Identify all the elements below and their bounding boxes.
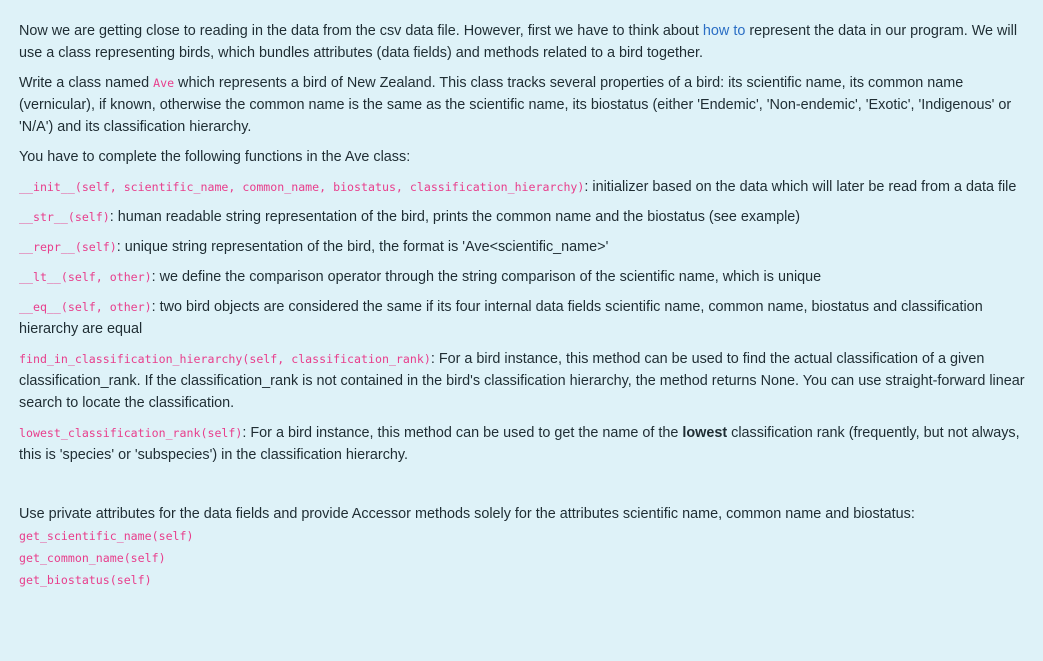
method-signature: __init__(self, scientific_name, common_name, biostatus, classification_hierarchy) xyxy=(19,180,585,194)
method-description: : human readable string representation of the bird, prints the common name and the biostatus (see example) xyxy=(109,209,801,225)
functions-intro: You have to complete the following functions in the Ave class: xyxy=(19,149,411,165)
method-find-in-hierarchy xyxy=(19,348,1025,414)
intro-text-before: Now we are getting close to reading in the data from the csv data file. However, first we have to think about xyxy=(19,23,703,39)
class-desc-after: which represents a bird of New Zealand. This class tracks several properties of a bird: its scientific name, its common name (vernicular), if known, otherwise the common name is the same as the scientific name, its biostatus (either 'Endemic', 'Non-endemic', 'Exotic', 'Indigenous' or 'N/A') and its classification hierarchy. xyxy=(19,75,1012,135)
lowest-bold: lowest xyxy=(682,425,728,441)
class-name-code: Ave xyxy=(153,76,175,90)
method-description: : unique string representation of the bird, the format is 'Ave<scientific_name>' xyxy=(116,239,609,255)
accessor-signature: get_scientific_name(self) xyxy=(19,529,194,543)
class-desc-before: Write a class named xyxy=(19,75,154,91)
accessor-signature: get_biostatus(self) xyxy=(19,573,152,587)
method-signature: lowest_classification_rank(self) xyxy=(19,426,243,440)
method-lowest-rank xyxy=(19,422,1025,466)
method-description-after: classification rank (frequently, but not always, this is 'species' or 'subspecies') in the classification hierarchy. xyxy=(19,425,1020,463)
accessor-common-name xyxy=(19,547,1025,569)
method-signature: __lt__(self, other) xyxy=(19,270,152,284)
method-description: : two bird objects are considered the same if its four internal data fields scientific name, common name, biostatus and classification hierarchy are equal xyxy=(19,299,983,337)
method-signature: __eq__(self, other) xyxy=(19,300,152,314)
intro-text-after: represent the data in our program. We will use a class representing birds, which bundles attributes (data fields) and methods related to a bird together. xyxy=(19,23,1018,61)
accessor-scientific-name xyxy=(19,525,1025,547)
method-str xyxy=(19,206,1025,228)
method-repr xyxy=(19,236,1025,258)
method-description: : we define the comparison operator through the string comparison of the scientific name, which is unique xyxy=(151,269,822,285)
accessor-intro: Use private attributes for the data fields and provide Accessor methods solely for the attributes scientific name, common name and biostatus: xyxy=(19,506,915,522)
method-lt xyxy=(19,266,1025,288)
accessor-signature: get_common_name(self) xyxy=(19,551,166,565)
method-signature: find_in_classification_hierarchy(self, classification_rank) xyxy=(19,352,431,366)
method-description-before: : For a bird instance, this method can be used to get the name of the xyxy=(242,425,683,441)
method-description: : initializer based on the data which will later be read from a data file xyxy=(584,179,1017,195)
method-description: : For a bird instance, this method can be used to find the actual classification of a given classification_rank. If the classification_rank is not contained in the bird's classification hierarchy, the method returns None. You can use straight-forward linear search to locate the classification. xyxy=(19,351,1025,411)
method-signature: __repr__(self) xyxy=(19,240,117,254)
method-eq xyxy=(19,296,1025,340)
method-init xyxy=(19,176,1025,198)
intro-paragraph xyxy=(19,20,1025,64)
how-to-link[interactable]: how to xyxy=(702,23,746,39)
accessor-biostatus xyxy=(19,569,1025,591)
method-signature: __str__(self) xyxy=(19,210,110,224)
class-description xyxy=(19,72,1025,138)
